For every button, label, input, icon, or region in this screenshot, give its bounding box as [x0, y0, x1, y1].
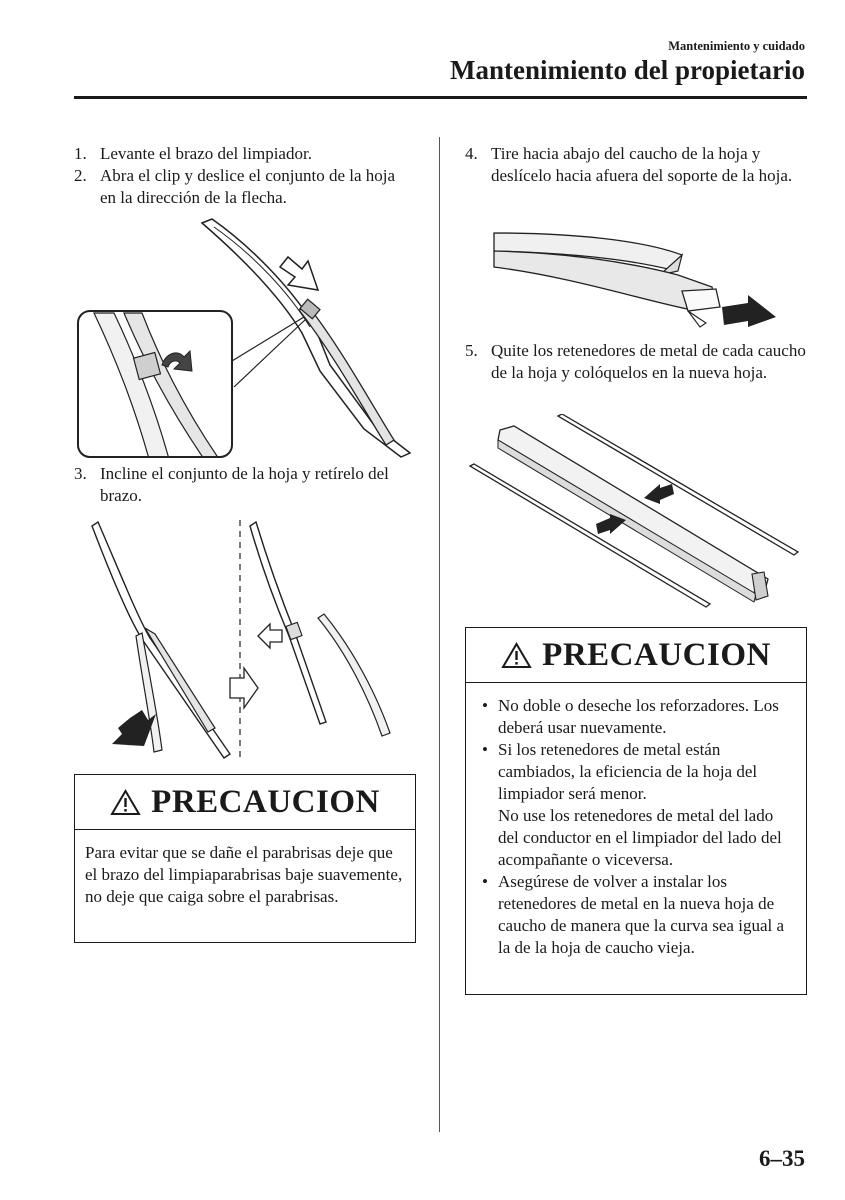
step-text: Levante el brazo del limpiador. [100, 144, 312, 163]
steps-list-1-2 [74, 143, 414, 209]
bullet-text: Asegúrese de volver a instalar los retenedores de metal en la nueva hoja de caucho de manera que la curva sea igual a la de la hoja de caucho vieja. [498, 872, 785, 957]
step-3 [74, 463, 414, 507]
header-rule [74, 96, 807, 99]
step-5 [465, 340, 810, 384]
retainer-arrow-icon [644, 484, 674, 504]
caution-box-right [465, 627, 807, 995]
step-number: 5. [465, 341, 478, 360]
figure-open-clip [74, 215, 419, 460]
caution-body: Para evitar que se dañe el parabrisas deje que el brazo del limpiaparabrisas baje suavemente, no deje que caiga sobre el parabrisas. [85, 843, 403, 906]
step-2 [74, 165, 414, 209]
caution-body [466, 683, 806, 959]
caution-heading: PRECAUCION [542, 636, 771, 673]
steps-list-4 [465, 143, 810, 187]
step-text: Tire hacia abajo del caucho de la hoja y deslícelo hacia afuera del soporte de la hoja. [491, 144, 793, 185]
bullet-marker: • [482, 872, 488, 891]
step-text: Abra el clip y deslice el conjunto de la hoja en la dirección de la flecha. [100, 166, 396, 207]
section-label: Mantenimiento y cuidado [668, 39, 805, 53]
step-text: Quite los retenedores de metal de cada caucho de la hoja y colóquelos en la nueva hoja. [491, 341, 806, 382]
direction-arrow-icon [280, 257, 318, 290]
step-number: 4. [465, 144, 478, 163]
step-text: Incline el conjunto de la hoja y retírelo del brazo. [100, 464, 389, 505]
figure-pull-rubber [492, 215, 782, 335]
bullet-marker: • [482, 696, 488, 715]
step-1 [74, 143, 414, 165]
caution-bullets [478, 695, 796, 959]
step-number: 3. [74, 464, 87, 483]
warning-triangle-icon [110, 789, 141, 816]
step-4 [465, 143, 810, 187]
bullet-text: No doble o deseche los reforzadores. Los deberá usar nuevamente. [498, 696, 779, 737]
column-divider [439, 137, 440, 1132]
figure-metal-retainers [468, 414, 803, 614]
caution-header [75, 775, 415, 830]
caution-bullet [478, 871, 796, 959]
bullet-marker: • [482, 740, 488, 759]
warning-triangle-icon [501, 642, 532, 669]
caution-bullet [478, 739, 796, 871]
chapter-title: Mantenimiento del propietario [450, 55, 805, 85]
caution-heading: PRECAUCION [151, 783, 380, 820]
steps-list-5 [465, 340, 810, 384]
bullet-text: Si los retenedores de metal están cambiados, la eficiencia de la hoja del limpiador será menor. No use los retenedores de metal del lado del conductor en el limpiador del lado del acompañante o viceversa. [498, 740, 782, 869]
page-number: 6–35 [759, 1146, 805, 1171]
figure-remove-blade [90, 518, 415, 763]
step-number: 1. [74, 144, 87, 163]
next-step-arrow-icon [230, 668, 258, 708]
caution-box-left [74, 774, 416, 943]
steps-list-3 [74, 463, 414, 507]
caution-bullet [478, 695, 796, 739]
pull-out-arrow-icon [258, 624, 282, 648]
caution-header [466, 628, 806, 683]
step-number: 2. [74, 166, 87, 185]
pull-arrow-icon [722, 295, 776, 327]
